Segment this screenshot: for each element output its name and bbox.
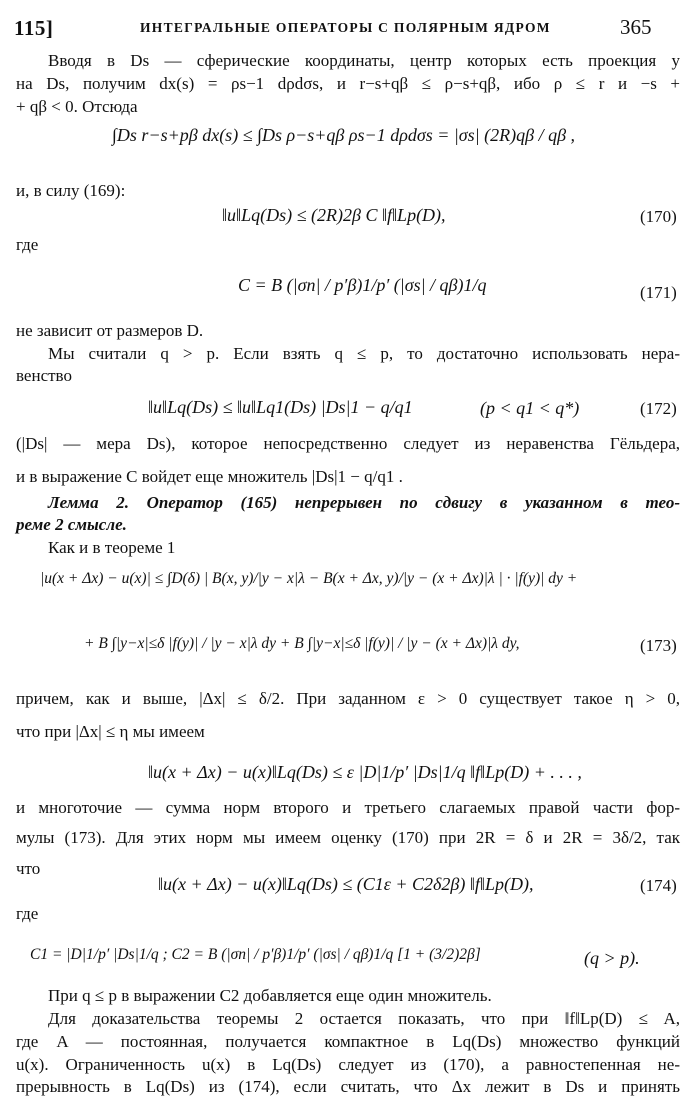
formula-174: ‖u(x + Δx) − u(x)‖Lq(Ds) ≤ (C1ε + C2δ2β) ‖f‖Lp(D), bbox=[158, 874, 534, 894]
text-line-13: что при |Δx| ≤ η мы имеем bbox=[16, 722, 205, 741]
text-line-21: u(x). Ограниченность u(x) в Lq(Ds) следует из (170), а равностепенная не- bbox=[16, 1055, 680, 1074]
text-line-3: + qβ < 0. Отсюда bbox=[16, 97, 138, 116]
equation-number-172: (172) bbox=[640, 399, 677, 418]
text-line-17: где bbox=[16, 904, 39, 923]
formula-172-condition: (p < q1 < q*) bbox=[480, 398, 580, 418]
text-line-11: Как и в теореме 1 bbox=[48, 538, 176, 557]
formula-constants-condition: (q > p). bbox=[584, 948, 640, 968]
lemma-2-body-continued: реме 2 смысле. bbox=[16, 515, 127, 534]
text-line-5: где bbox=[16, 235, 39, 254]
text-line-20: где A — постоянная, получается компактное в Lq(Ds) множество функций bbox=[16, 1032, 680, 1051]
section-number: 115] bbox=[14, 16, 54, 40]
text-line-6: не зависит от размеров D. bbox=[16, 321, 204, 340]
equation-number-171: (171) bbox=[640, 283, 677, 302]
formula-constants: C1 = |D|1/p′ |Ds|1/q ; C2 = B (|σn| / p′β)1/p′ (|σs| / qβ)1/q [1 + (3/2)2β] bbox=[30, 946, 481, 963]
text-line-1: Вводя в Ds — сферические координаты, центр которых есть проекция y bbox=[48, 51, 680, 70]
lemma-2-heading: Лемма 2. bbox=[48, 493, 129, 512]
formula-173-line-2: + B ∫|y−x|≤δ |f(y)| / |y − x|λ dy + B ∫|y−x|≤δ |f(y)| / |y − (x + Δx)|λ dy, bbox=[84, 635, 520, 652]
running-title: ИНТЕГРАЛЬНЫЕ ОПЕРАТОРЫ С ПОЛЯРНЫМ ЯДРОМ bbox=[140, 20, 551, 35]
text-line-15: мулы (173). Для этих норм мы имеем оценку (170) при 2R = δ и 2R = 3δ/2, так bbox=[16, 828, 680, 847]
formula-171: C = B (|σn| / p′β)1/p′ (|σs| / qβ)1/q bbox=[238, 275, 487, 295]
text-line-14: и многоточие — сумма норм второго и третьего слагаемых правой части фор- bbox=[16, 798, 680, 817]
equation-number-173: (173) bbox=[640, 636, 677, 655]
text-line-2: на Ds, получим dx(s) = ρs−1 dρdσs, и r−s+qβ ≤ ρ−s+qβ, ибо ρ ≤ r и −s + bbox=[16, 74, 680, 93]
formula-integral-estimate: ∫Ds r−s+pβ dx(s) ≤ ∫Ds ρ−s+qβ ρs−1 dρdσs = |σs| (2R)qβ / qβ , bbox=[112, 125, 576, 145]
text-line-9: (|Ds| — мера Ds), которое непосредственно следует из неравенства Гёльдера, bbox=[16, 434, 680, 453]
text-line-16: что bbox=[16, 859, 41, 878]
formula-172: ‖u‖Lq(Ds) ≤ ‖u‖Lq1(Ds) |Ds|1 − q/q1 bbox=[148, 397, 413, 417]
formula-continuity-estimate: ‖u(x + Δx) − u(x)‖Lq(Ds) ≤ ε |D|1/p′ |Ds|1/q ‖f‖Lp(D) + . . . , bbox=[148, 762, 582, 782]
text-line-12: причем, как и выше, |Δx| ≤ δ/2. При заданном ε > 0 существует такое η > 0, bbox=[16, 689, 680, 708]
equation-number-170: (170) bbox=[640, 207, 677, 226]
text-line-19: Для доказательства теоремы 2 остается показать, что при ‖f‖Lp(D) ≤ A, bbox=[48, 1009, 680, 1028]
equation-number-174: (174) bbox=[640, 876, 677, 895]
text-line-18: При q ≤ p в выражении C2 добавляется еще один множитель. bbox=[48, 986, 492, 1005]
lemma-2-body: Оператор (165) непрерывен по сдвигу в указанном в тео- bbox=[146, 493, 680, 512]
text-line-22: прерывность в Lq(Ds) из (174), если считать, что Δx лежит в Ds и принять bbox=[16, 1077, 680, 1096]
lemma-2-statement bbox=[48, 492, 680, 514]
text-line-10: и в выражение C войдет еще множитель |Ds|1 − q/q1 . bbox=[16, 467, 403, 486]
text-line-8: венство bbox=[16, 366, 72, 385]
text-line-4: и, в силу (169): bbox=[16, 181, 126, 200]
formula-173-line-1: |u(x + Δx) − u(x)| ≤ ∫D(δ) | B(x, y)/|y − x|λ − B(x + Δx, y)/|y − (x + Δx)|λ | · |f(y)| dy + bbox=[40, 570, 578, 587]
formula-170: ‖u‖Lq(Ds) ≤ (2R)2β C ‖f‖Lp(D), bbox=[222, 205, 446, 225]
page-number: 365 bbox=[620, 15, 652, 39]
text-line-7: Мы считали q > p. Если взять q ≤ p, то достаточно использовать нера- bbox=[48, 344, 680, 363]
